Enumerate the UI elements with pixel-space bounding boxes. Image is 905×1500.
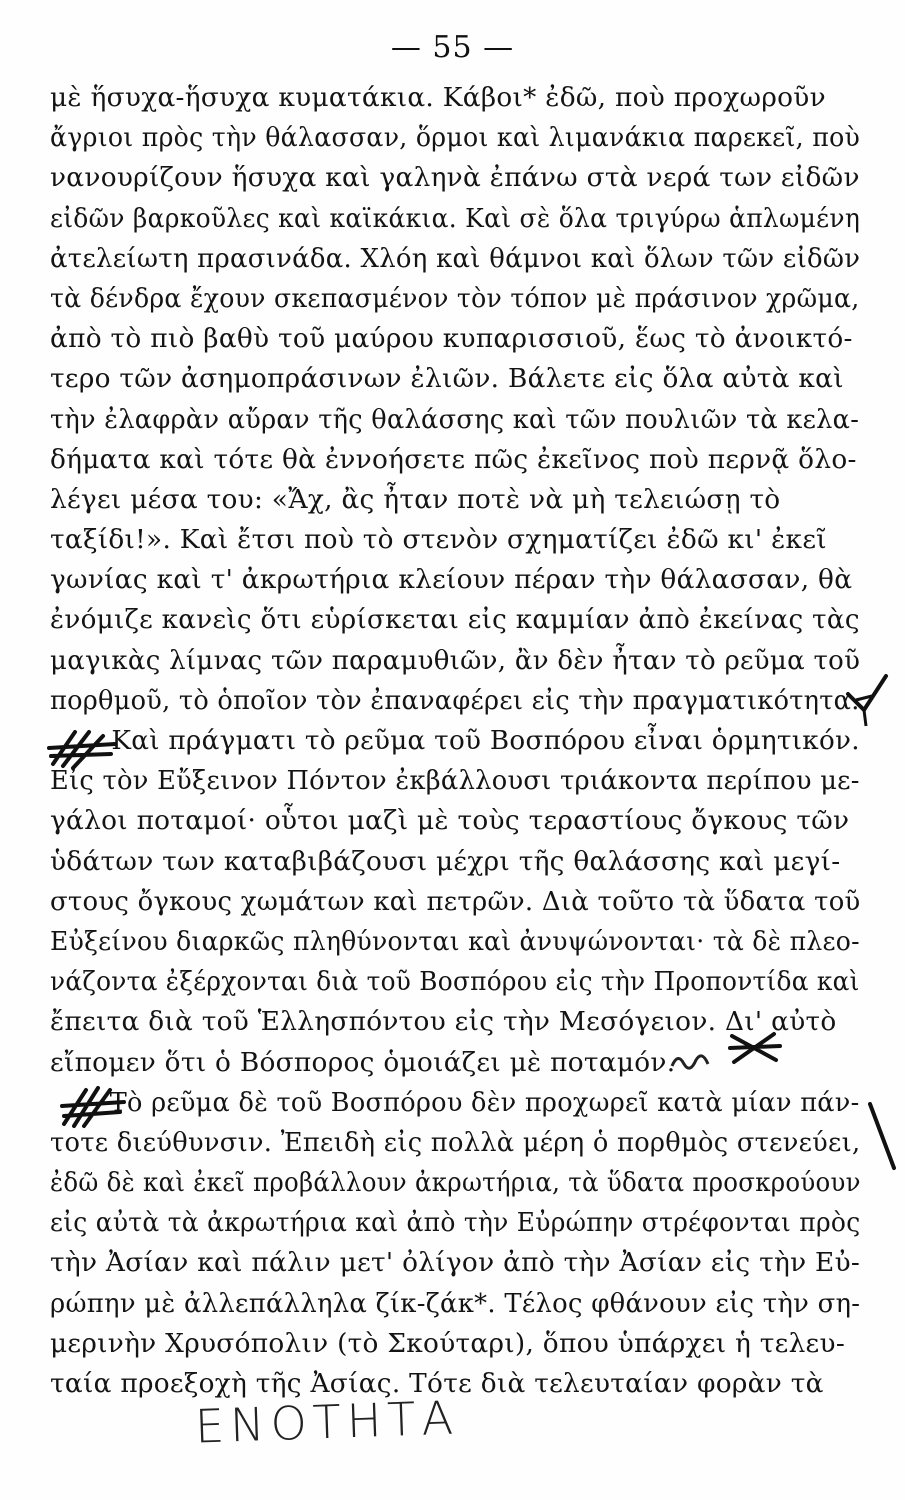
text-line: στους ὄγκους χωμάτων καὶ πετρῶν. Διὰ τοῦτο τὰ ὕδατα τοῦ bbox=[50, 885, 861, 917]
text-line: εἰς αὐτὰ τὰ ἀκρωτήρια καὶ ἀπὸ τὴν Εὐρώπην στρέφονται πρὸς bbox=[50, 1207, 861, 1239]
pencil-hatch-mark-icon bbox=[45, 724, 125, 774]
text-line: τὰ δένδρα ἔχουν σκεπασμένον τὸν τόπον μὲ πράσινον χρῶμα, bbox=[50, 282, 860, 314]
text-line: μαγικὰς λίμνας τῶν παραμυθιῶν, ἂν δὲν ἦταν τὸ ρεῦμα τοῦ bbox=[50, 644, 861, 676]
pencil-checkmark-icon bbox=[842, 670, 892, 730]
text-line: Εἰς τὸν Εὔξεινον Πόντον ἐκβάλλουσι τριάκοντα περίπου με- bbox=[50, 765, 860, 797]
text-line: μὲ ἥσυχα-ἥσυχα κυματάκια. Κάβοι* ἐδῶ, ποὺ προχωροῦν bbox=[50, 82, 826, 113]
text-line: Τὸ ρεῦμα δὲ τοῦ Βοσπόρου δὲν προχωρεῖ κατὰ μίαν πάν- bbox=[109, 1086, 860, 1118]
text-line: τὴν ἐλαφρὰν αὔραν τῆς θαλάσσης καὶ τῶν πουλιῶν τὰ κελα- bbox=[50, 403, 860, 435]
text-line: τερο τῶν ἀσημοπράσινων ἐλιῶν. Βάλετε εἰς ὅλα αὐτὰ καὶ bbox=[50, 363, 844, 395]
page-number: — 55 — bbox=[390, 30, 515, 65]
text-line: τοτε διεύθυνσιν. Ἐπειδὴ εἰς πολλὰ μέρη ὁ πορθμὸς στενεύει, bbox=[50, 1126, 861, 1158]
text-line: ἐδῶ δὲ καὶ ἐκεῖ προβάλλουν ἀκρωτήρια, τὰ ὕδατα προσκρούουν bbox=[50, 1167, 861, 1199]
text-line: νανουρίζουν ἥσυχα καὶ γαληνὰ ἐπάνω στὰ νερά των εἰδῶν bbox=[50, 162, 860, 194]
text-line: νάζοντα ἐξέρχονται διὰ τοῦ Βοσπόρου εἰς τὴν Προποντίδα καὶ bbox=[50, 966, 860, 998]
text-line: δήματα καὶ τότε θὰ ἐννοήσετε πῶς ἐκεῖνος ποὺ περνᾷ ὅλο- bbox=[50, 443, 857, 475]
handwritten-note: ΕΝΟΤΗΤΑ bbox=[194, 1390, 460, 1454]
text-line: εἴπομεν ὅτι ὁ Βόσπορος ὁμοιάζει μὲ ποταμόν. bbox=[50, 1046, 676, 1078]
text-line: γωνίας καὶ τ' ἀκρωτήρια κλείουν πέραν τὴν θάλασσαν, θὰ bbox=[50, 564, 853, 596]
text-line: ὑδάτων των καταβιβάζουσι μέχρι τῆς θαλάσσης καὶ μεγί- bbox=[50, 845, 841, 877]
text-line: Εὐξείνου διαρκῶς πληθύνονται καὶ ἀνυψώνονται· τὰ δὲ πλεο- bbox=[50, 925, 860, 957]
text-line: πορθμοῦ, τὸ ὁποῖον τὸν ἐπαναφέρει εἰς τὴν πραγματικότητα. bbox=[50, 684, 860, 716]
pencil-hatch-mark-icon bbox=[58, 1080, 130, 1134]
pencil-cross-mark-icon bbox=[726, 1028, 784, 1068]
text-line: ἀτελείωτη πρασινάδα. Χλόη καὶ θάμνοι καὶ ὅλων τῶν εἰδῶν bbox=[50, 242, 861, 274]
text-line: ἄγριοι πρὸς τὴν θάλασσαν, ὅρμοι καὶ λιμανάκια παρεκεῖ, ποὺ bbox=[50, 122, 861, 154]
text-line: ταξίδι!». Καὶ ἔτσι ποὺ τὸ στενὸν σχηματίζει ἐδῶ κι' ἐκεῖ bbox=[50, 524, 827, 556]
text-line: γάλοι ποταμοί· οὗτοι μαζὶ μὲ τοὺς τεραστίους ὄγκους τῶν bbox=[50, 805, 850, 837]
text-line: μερινὴν Χρυσόπολιν (τὸ Σκούταρι), ὅπου ὑπάρχει ἡ τελευ- bbox=[50, 1327, 846, 1359]
text-line: ἔπειτα διὰ τοῦ Ἑλλησπόντου εἰς τὴν Μεσόγειον. Δι' αὐτὸ bbox=[50, 1006, 837, 1038]
text-line: λέγει μέσα του: «Ἄχ, ἂς ἦταν ποτὲ νὰ μὴ τελειώσῃ τὸ bbox=[50, 483, 781, 515]
text-line: ταία προεξοχὴ τῆς Ἀσίας. Τότε διὰ τελευταίαν φορὰν τὰ bbox=[50, 1368, 824, 1399]
text-line: ἀπὸ τὸ πιὸ βαθὺ τοῦ μαύρου κυπαρισσιοῦ, ἕως τὸ ἀνοικτό- bbox=[50, 323, 853, 355]
text-line: εἰδῶν βαρκοῦλες καὶ καϊκάκια. Καὶ σὲ ὅλα τριγύρω ἁπλωμένη bbox=[50, 202, 861, 234]
pencil-margin-stroke-icon bbox=[864, 1098, 900, 1178]
pencil-squiggle-icon bbox=[668, 1048, 712, 1072]
text-line: ἐνόμιζε κανεὶς ὅτι εὑρίσκεται εἰς καμμίαν ἀπὸ ἐκείνας τὰς bbox=[50, 604, 860, 636]
text-line: Καὶ πράγματι τὸ ρεῦμα τοῦ Βοσπόρου εἶναι ὁρμητικόν. bbox=[111, 725, 860, 756]
text-line: τὴν Ἀσίαν καὶ πάλιν μετ' ὀλίγον ἀπὸ τὴν Ἀσίαν εἰς τὴν Εὐ- bbox=[50, 1247, 861, 1279]
text-line: ρώπην μὲ ἀλλεπάλληλα ζίκ-ζάκ*. Τέλος φθάνουν εἰς τὴν ση- bbox=[50, 1287, 861, 1319]
body-text bbox=[50, 78, 865, 1404]
